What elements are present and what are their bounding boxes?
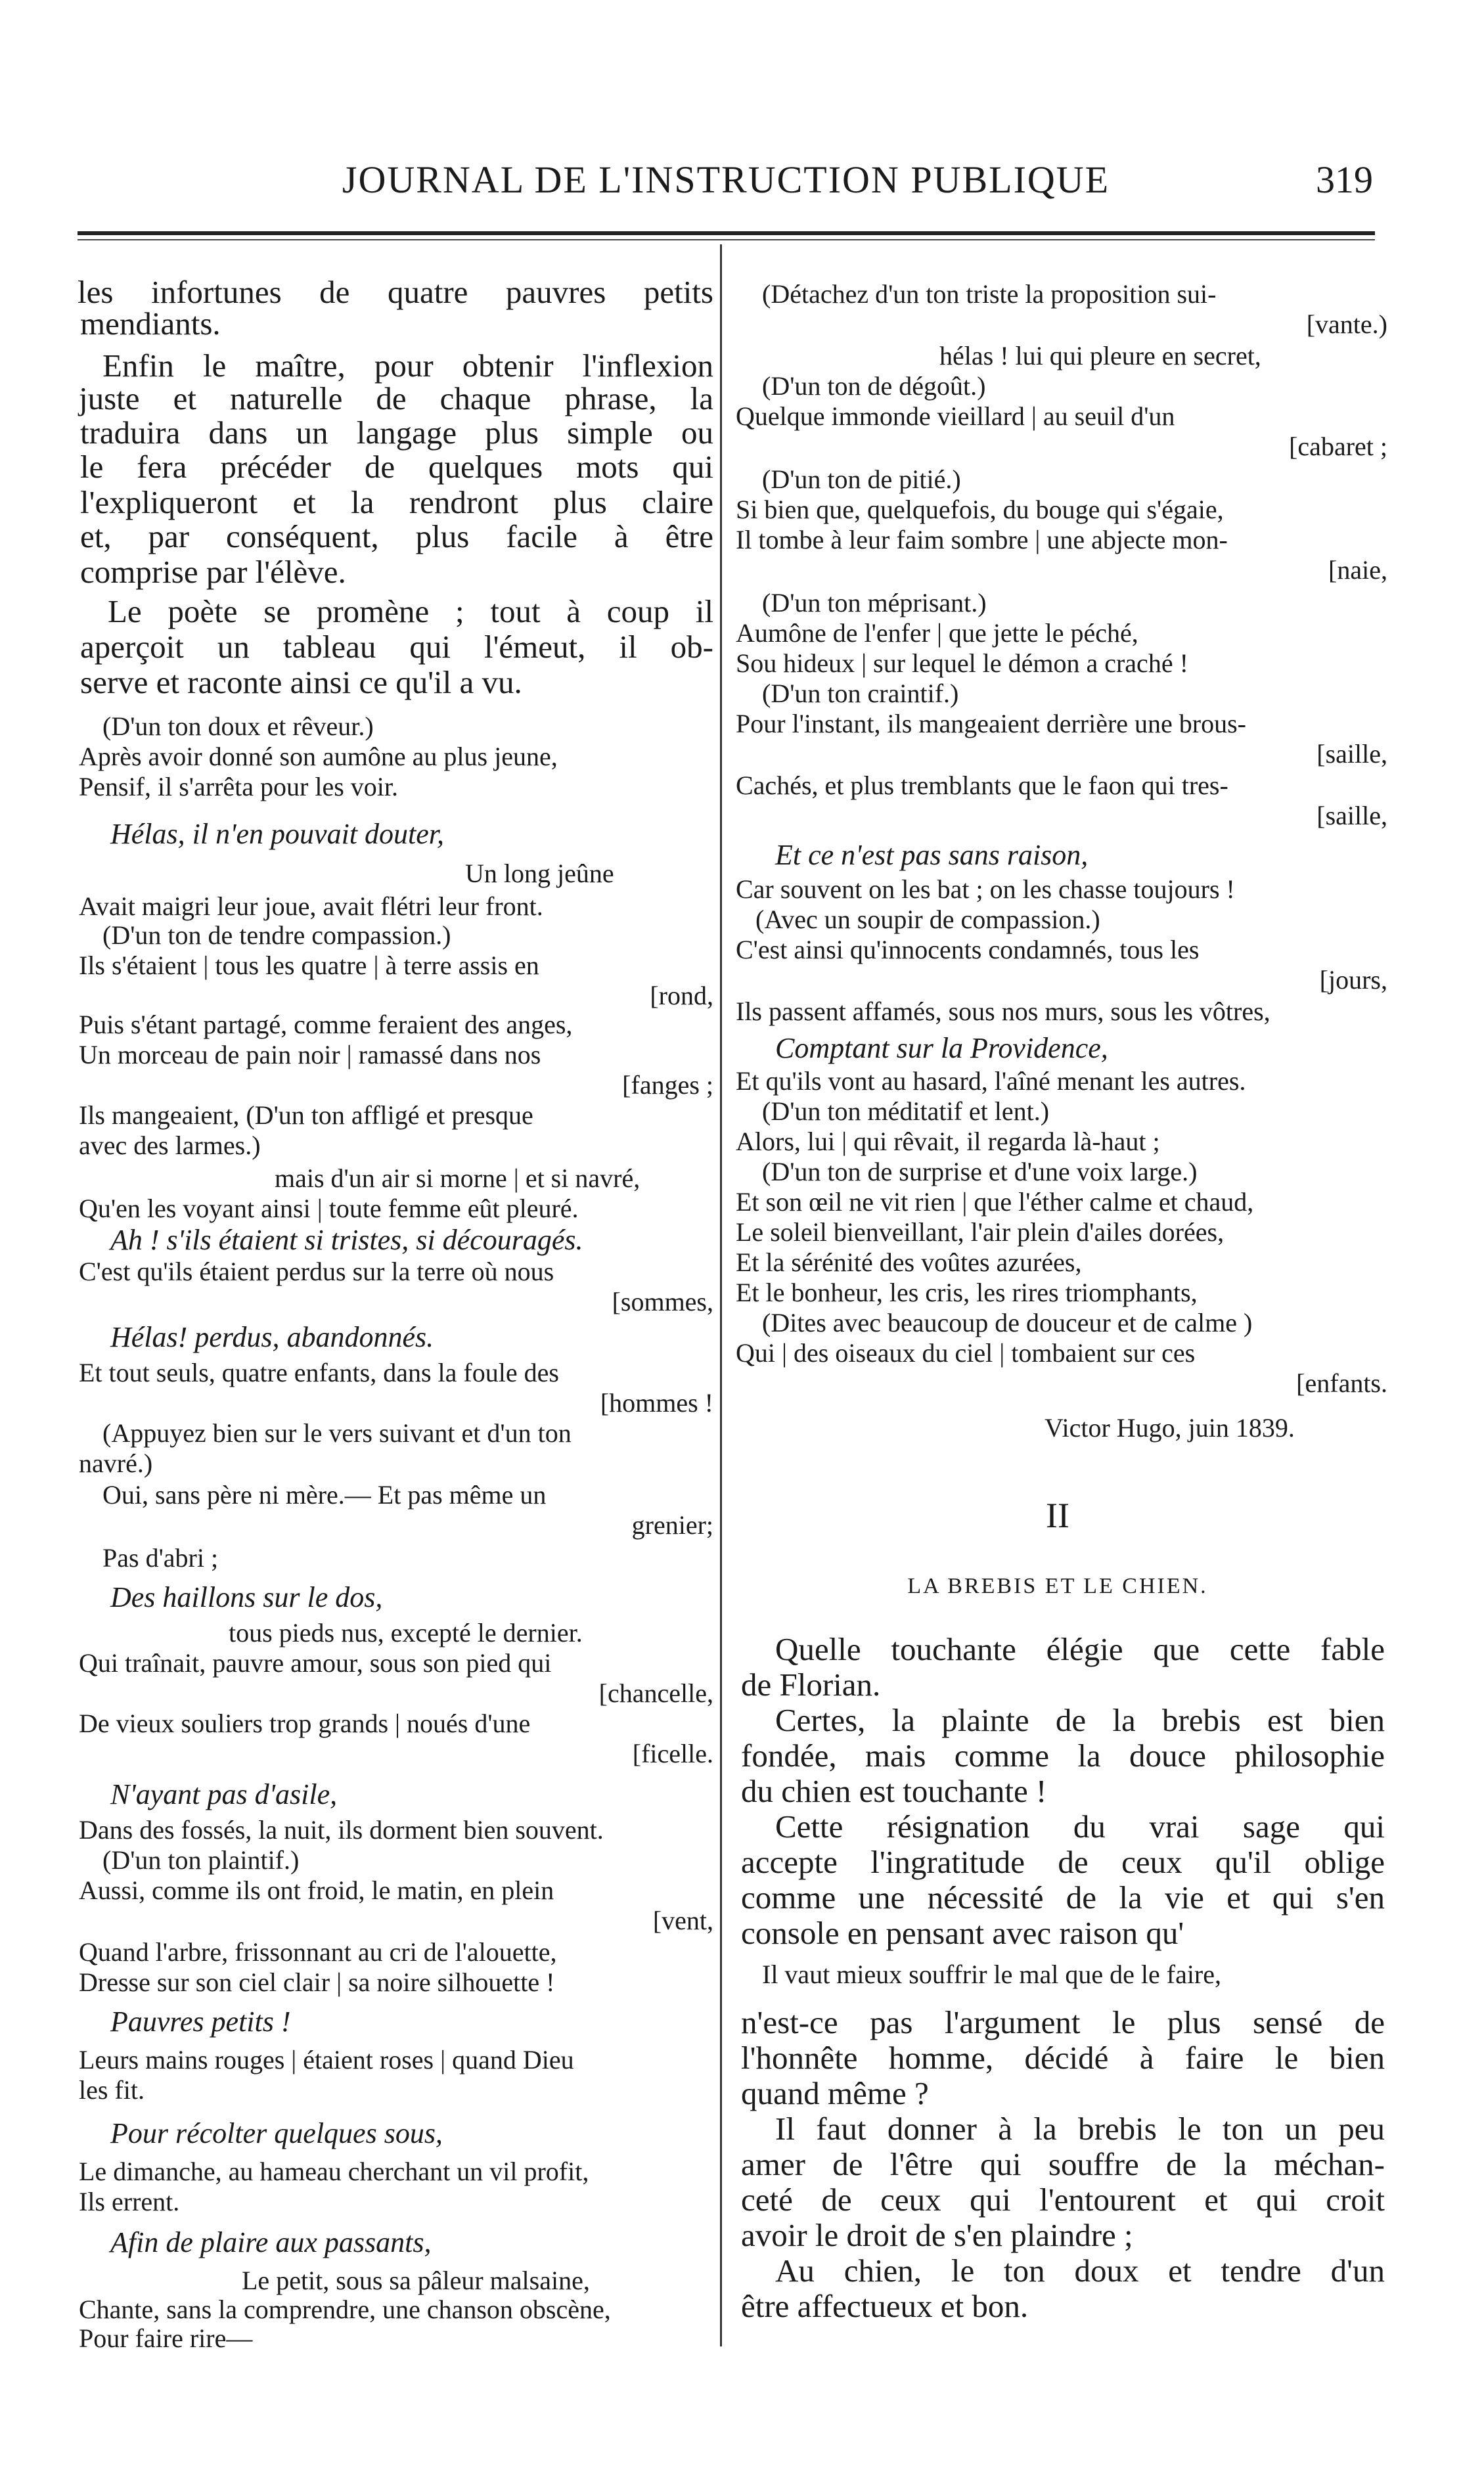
text-line: Quelle touchante élégie que cette fable [775, 1631, 1385, 1667]
verse-line: Pensif, il s'arrêta pour les voir. [79, 772, 398, 801]
text-line: Cette résignation du vrai sage qui [775, 1808, 1385, 1845]
verse-line: Leurs mains rouges | étaient roses | quand Dieu [79, 2045, 574, 2074]
verse-continuation: [ficelle. [632, 1739, 713, 1768]
emphasis-line: Afin de plaire aux passants, [110, 2226, 432, 2258]
text-line: Il faut donner à la brebis le ton un peu [775, 2111, 1385, 2147]
verse-line: De vieux souliers trop grands | noués d'une [79, 1709, 531, 1738]
stage-direction: (Détachez d'un ton triste la proposition sui- [762, 279, 1217, 309]
verse-line: Dresse sur son ciel clair | sa noire silhouette ! [79, 1967, 555, 1997]
text-line: accepte l'ingratitude de ceux qu'il oblige [741, 1844, 1385, 1880]
verse-line: Ils passent affamés, sous nos murs, sous les vôtres, [736, 997, 1270, 1026]
text-line: traduira dans un langage plus simple ou [80, 415, 713, 451]
verse-continuation: [chancelle, [598, 1678, 713, 1708]
column-divider [720, 244, 722, 2346]
verse-line: Puis s'étant partagé, comme feraient des anges, [79, 1010, 573, 1039]
text-line: quand même ? [741, 2075, 929, 2111]
verse-continuation: [cabaret ; [1289, 432, 1387, 461]
text-line: amer de l'être qui souffre de la méchan- [741, 2146, 1385, 2182]
verse-continuation: [vante.) [1306, 309, 1387, 339]
verse-line: Oui, sans père ni mère.— Et pas même un [102, 1480, 547, 1510]
journal-title: JOURNAL DE L'INSTRUCTION PUBLIQUE [342, 158, 1110, 201]
verse-line: Qui | des oiseaux du ciel | tombaient sur ces [736, 1338, 1196, 1368]
text-line: avoir le droit de s'en plaindre ; [741, 2217, 1133, 2253]
verse-continuation: [sommes, [612, 1287, 713, 1316]
verse-line: Et qu'ils vont au hasard, l'aîné menant les autres. [736, 1066, 1246, 1096]
stage-direction: (D'un ton de tendre compassion.) [102, 920, 451, 950]
verse-line: C'est ainsi qu'innocents condamnés, tous les [736, 935, 1200, 964]
verse-line: tous pieds nus, excepté le dernier. [229, 1618, 583, 1648]
emphasis-line: Hélas, il n'en pouvait douter, [110, 818, 445, 850]
verse-continuation: [saille, [1316, 739, 1387, 769]
text-line: du chien est touchante ! [741, 1773, 1047, 1809]
verse-continuation: [rond, [650, 981, 713, 1010]
text-line: ceté de ceux qui l'entourent et qui croit [741, 2182, 1385, 2218]
text-line: le fera précéder de quelques mots qui [80, 449, 713, 485]
stage-direction: (Dites avec beaucoup de douceur et de calme ) [762, 1308, 1253, 1337]
text-line: Enfin le maître, pour obtenir l'inflexion [102, 348, 713, 384]
text-line: serve et raconte ainsi ce qu'il a vu. [80, 664, 522, 700]
verse-line: Qu'en les voyant ainsi | toute femme eût pleuré. [79, 1194, 579, 1223]
verse-line: Cachés, et plus tremblants que le faon qui tres- [736, 771, 1228, 800]
verse-continuation: [enfants. [1296, 1368, 1387, 1398]
verse-continuation: [hommes ! [600, 1388, 713, 1418]
text-line: être affectueux et bon. [741, 2288, 1029, 2324]
text-line: mendiants. [80, 305, 221, 342]
verse-line: Alors, lui | qui rêvait, il regarda là-haut ; [736, 1127, 1160, 1156]
verse-line: C'est qu'ils étaient perdus sur la terre où nous [79, 1257, 554, 1286]
stage-direction: (Appuyez bien sur le vers suivant et d'un ton [102, 1418, 572, 1448]
stage-direction: avec des larmes.) [79, 1131, 261, 1160]
verse-line: Ils errent. [79, 2187, 180, 2216]
verse-line: Le soleil bienveillant, l'air plein d'ailes dorées, [736, 1217, 1225, 1247]
verse-continuation: [fanges ; [622, 1070, 713, 1100]
verse-line: Le dimanche, au hameau cherchant un vil profit, [79, 2157, 589, 2186]
verse-continuation: grenier; [631, 1510, 713, 1540]
text-line: comprise par l'élève. [80, 554, 346, 590]
text-line: juste et naturelle de chaque phrase, la [79, 380, 713, 416]
poem-attribution: Victor Hugo, juin 1839. [1045, 1413, 1295, 1443]
verse-line: Quand l'arbre, frissonnant au cri de l'alouette, [79, 1937, 557, 1967]
stage-direction: (D'un ton méprisant.) [762, 588, 987, 617]
text-line: l'honnête homme, décidé à faire le bien [741, 2040, 1385, 2076]
emphasis-line: Et ce n'est pas sans raison, [775, 839, 1089, 871]
header-rule-thin [78, 239, 1375, 240]
verse-line: Ils s'étaient | tous les quatre | à terre assis en [79, 951, 539, 980]
stage-direction: (D'un ton doux et rêveur.) [102, 711, 374, 741]
emphasis-line: Pauvres petits ! [110, 2006, 291, 2038]
verse-line: Chante, sans la comprendre, une chanson obscène, [79, 2295, 611, 2324]
stage-direction: (D'un ton craintif.) [762, 679, 959, 708]
verse-line: Un morceau de pain noir | ramassé dans nos [79, 1040, 541, 1069]
verse-line: Et son œil ne vit rien | que l'éther calme et chaud, [736, 1187, 1254, 1217]
emphasis-line: Comptant sur la Providence, [775, 1032, 1108, 1064]
verse-line: Qui traînait, pauvre amour, sous son pied qui [79, 1648, 552, 1678]
emphasis-line: Pour récolter quelques sous, [110, 2117, 443, 2149]
section-number: II [1046, 1496, 1069, 1535]
text-line: aperçoit un tableau qui l'émeut, il ob- [80, 629, 713, 665]
verse-line: Quelque immonde vieillard | au seuil d'un [736, 401, 1175, 431]
stage-direction: (D'un ton plaintif.) [102, 1845, 300, 1875]
header-rule [78, 231, 1375, 235]
text-line: comme une nécessité de la vie et qui s'en [741, 1879, 1385, 1916]
stage-direction: (D'un ton de dégoût.) [762, 371, 986, 401]
verse-line: Le petit, sous sa pâleur malsaine, [242, 2266, 590, 2295]
verse-line: Il tombe à leur faim sombre | une abjecte mon- [736, 525, 1228, 554]
text-line: les infortunes de quatre pauvres petits [78, 274, 713, 310]
verse-line: Pour l'instant, ils mangeaient derrière une brous- [736, 709, 1246, 738]
verse-continuation: [naie, [1328, 555, 1387, 585]
stage-direction: (D'un ton de pitié.) [762, 464, 961, 494]
text-line: fondée, mais comme la douce philosophie [741, 1738, 1385, 1774]
verse-continuation: [saille, [1316, 801, 1387, 830]
verse-line: Si bien que, quelquefois, du bouge qui s'égaie, [736, 495, 1224, 524]
text-line: de Florian. [741, 1667, 881, 1703]
verse-line: hélas ! lui qui pleure en secret, [939, 341, 1261, 370]
verse-line: Pas d'abri ; [102, 1543, 219, 1573]
text-line: et, par conséquent, plus facile à être [80, 518, 713, 554]
stage-direction: navré.) [79, 1448, 153, 1478]
verse-line: les fit. [79, 2075, 145, 2105]
verse-line: Sou hideux | sur lequel le démon a craché ! [736, 648, 1188, 678]
stage-direction: (D'un ton de surprise et d'une voix large.) [762, 1157, 1198, 1186]
verse-line: Et tout seuls, quatre enfants, dans la foule des [79, 1358, 559, 1387]
verse-line: Dans des fossés, la nuit, ils dorment bien souvent. [79, 1815, 604, 1845]
verse-line: Car souvent on les bat ; on les chasse toujours ! [736, 874, 1235, 904]
verse-line: Et le bonheur, les cris, les rires triomphants, [736, 1278, 1198, 1307]
stage-direction: (D'un ton méditatif et lent.) [762, 1096, 1050, 1126]
verse-line: Pour faire rire— [79, 2323, 253, 2353]
quoted-verse: Il vaut mieux souffrir le mal que de le faire, [762, 1960, 1222, 1989]
emphasis-line: N'ayant pas d'asile, [110, 1778, 338, 1810]
section-title: LA BREBIS ET LE CHIEN. [907, 1574, 1208, 1598]
text-line: Au chien, le ton doux et tendre d'un [775, 2253, 1385, 2289]
verse-line: Un long jeûne [465, 859, 614, 888]
stage-direction: (Avec un soupir de compassion.) [755, 905, 1100, 934]
verse-line: Après avoir donné son aumône au plus jeune, [79, 742, 558, 771]
verse-continuation: [jours, [1319, 965, 1387, 995]
page-header [79, 158, 1373, 210]
verse-line: mais d'un air si morne | et si navré, [275, 1163, 641, 1193]
verse-line: Avait maigri leur joue, avait flétri leur front. [79, 891, 543, 921]
verse-line: Aumône de l'enfer | que jette le péché, [736, 618, 1138, 648]
text-line: Certes, la plainte de la brebis est bien [775, 1702, 1385, 1738]
verse-line: Et la sérénité des voûtes azurées, [736, 1247, 1082, 1277]
verse-line: Ils mangeaient, (D'un ton affligé et presque [79, 1100, 533, 1130]
page-number: 319 [1316, 158, 1373, 201]
emphasis-line: Ah ! s'ils étaient si tristes, si découragés. [110, 1224, 583, 1256]
emphasis-line: Hélas! perdus, abandonnés. [110, 1321, 434, 1353]
text-line: console en pensant avec raison qu' [741, 1915, 1184, 1951]
verse-continuation: [vent, [652, 1906, 713, 1935]
emphasis-line: Des haillons sur le dos, [110, 1581, 383, 1613]
verse-line: Aussi, comme ils ont froid, le matin, en plein [79, 1875, 554, 1905]
text-line: Le poète se promène ; tout à coup il [108, 593, 713, 629]
text-line: l'expliqueront et la rendront plus claire [80, 484, 713, 520]
text-line: n'est-ce pas l'argument le plus sensé de [741, 2004, 1385, 2040]
